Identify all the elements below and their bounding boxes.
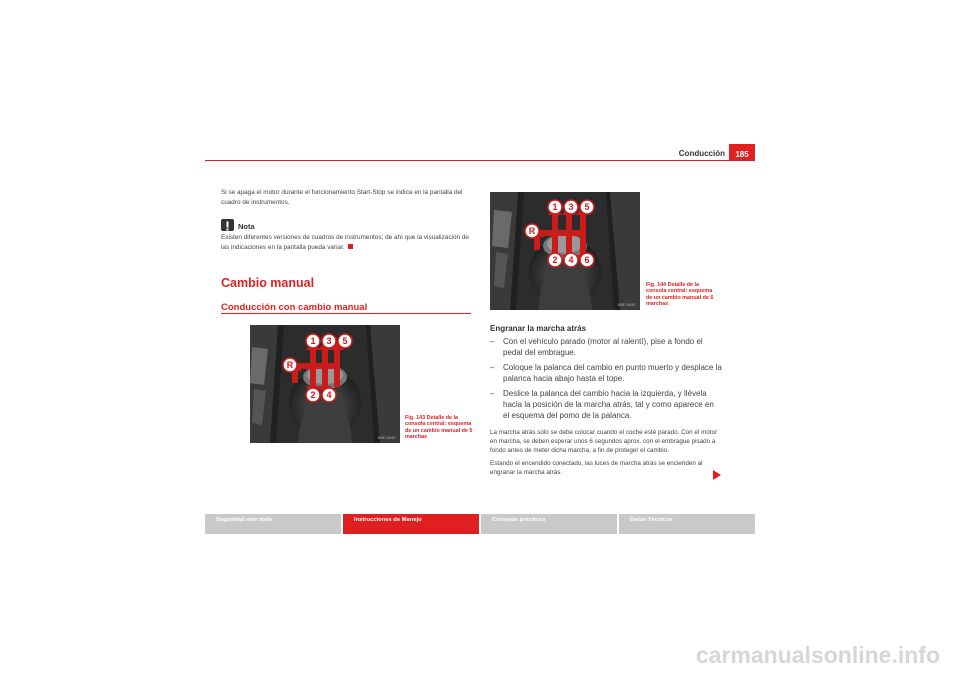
step-3-text: Deslice la palanca del cambio hacia la izquierda, y llévela hacia la posición de la marcha atrás, tal y como aparece en el esquema del pomo de la palanca. — [503, 389, 714, 420]
step-1-text: Con el vehículo parado (motor al ralentí), pise a fondo el pedal del embrague. — [503, 337, 703, 357]
svg-text:6: 6 — [584, 255, 590, 265]
footer-tab-instrucciones[interactable] — [343, 514, 479, 534]
note-label: Nota — [238, 222, 255, 231]
step-1: – Con el vehículo parado (motor al ralentí), pise a fondo el pedal del embrague. — [490, 336, 722, 358]
svg-text:2: 2 — [310, 390, 316, 400]
svg-text:3: 3 — [568, 202, 574, 212]
figure-143-gear-shift-5 — [250, 325, 400, 443]
end-mark-icon — [348, 244, 353, 249]
figure-143-code: B5F-0430 — [378, 435, 396, 440]
figure-143-caption: Fig. 143 Detalle de la consola central: esquema de un cambio manual de 5 marchas — [405, 415, 473, 441]
figure-144-caption: Fig. 144 Detalle de la consola central: esquema de un cambio manual de 6 marchas — [646, 282, 714, 308]
section-title: Cambio manual — [221, 276, 315, 290]
footer-tab-label: Datos Técnicos — [630, 517, 673, 523]
running-header-title: Conducción — [678, 149, 725, 158]
footer-tab-seguridad[interactable] — [205, 514, 341, 534]
footer-tab-label: Consejos prácticos — [492, 517, 546, 523]
note-paragraph — [221, 233, 476, 253]
svg-text:5: 5 — [584, 202, 590, 212]
header-rule — [205, 160, 755, 161]
svg-text:4: 4 — [568, 255, 574, 265]
svg-text:R: R — [286, 360, 294, 370]
subsection-rule — [221, 313, 471, 314]
svg-text:5: 5 — [342, 336, 348, 346]
svg-text:2: 2 — [552, 255, 558, 265]
page-number-box — [729, 144, 755, 161]
svg-text:R: R — [528, 226, 536, 236]
footer-tab-label: Seguridad ante todo — [216, 517, 273, 523]
subsection-title: Conducción con cambio manual — [221, 302, 368, 313]
step-2-text: Coloque la palanca del cambio en punto muerto y desplace la palanca hacia abajo hasta el tope. — [503, 363, 722, 383]
svg-text:1: 1 — [310, 336, 316, 346]
footer-tab-label: Instrucciones de Manejo — [354, 517, 422, 523]
page-number: 185 — [735, 150, 749, 159]
note-icon — [221, 219, 234, 231]
footer-tab-datos[interactable] — [619, 514, 755, 534]
svg-text:3: 3 — [326, 336, 332, 346]
footer-tab-consejos[interactable] — [481, 514, 617, 534]
watermark: carmanualsonline.info — [695, 642, 940, 668]
step-3: – Deslice la palanca del cambio hacia la izquierda, y llévela hacia la posición de la marcha atrás, tal y como aparece en el esquema del pomo de la palanca. — [490, 388, 722, 421]
intro-paragraph: Si se apaga el motor durante el funcionamiento Start-Stop se indica en la pantalla del cuadro de instrumentos. — [221, 189, 463, 206]
reverse-gear-paragraph-1: La marcha atrás sólo se debe colocar cuando el coche esté parado. Con el motor en marcha, se deben esperar unos 6 segundos aprox. con el embrague pisado a fondo antes de meter dicha marcha, a fin de proteger el cambio. — [490, 429, 718, 454]
svg-text:4: 4 — [326, 390, 332, 400]
svg-text:1: 1 — [552, 202, 558, 212]
step-2: – Coloque la palanca del cambio en punto muerto y desplace la palanca hacia abajo hasta el tope. — [490, 363, 722, 383]
reverse-gear-paragraph-2: Estando el encendido conectado, las luces de marcha atrás se encienden al engranar la marcha atrás. — [490, 460, 703, 476]
note-text: Existen diferentes versiones de cuadros de instrumentos; de ahí que la visualización de las indicaciones en la pantalla pueda variar. — [221, 234, 469, 251]
figure-144-code: B5F-0431 — [618, 302, 636, 307]
steps-title: Engranar la marcha atrás — [490, 324, 587, 333]
figure-144-gear-shift-6 — [490, 192, 640, 310]
continue-arrow-icon — [713, 470, 721, 480]
